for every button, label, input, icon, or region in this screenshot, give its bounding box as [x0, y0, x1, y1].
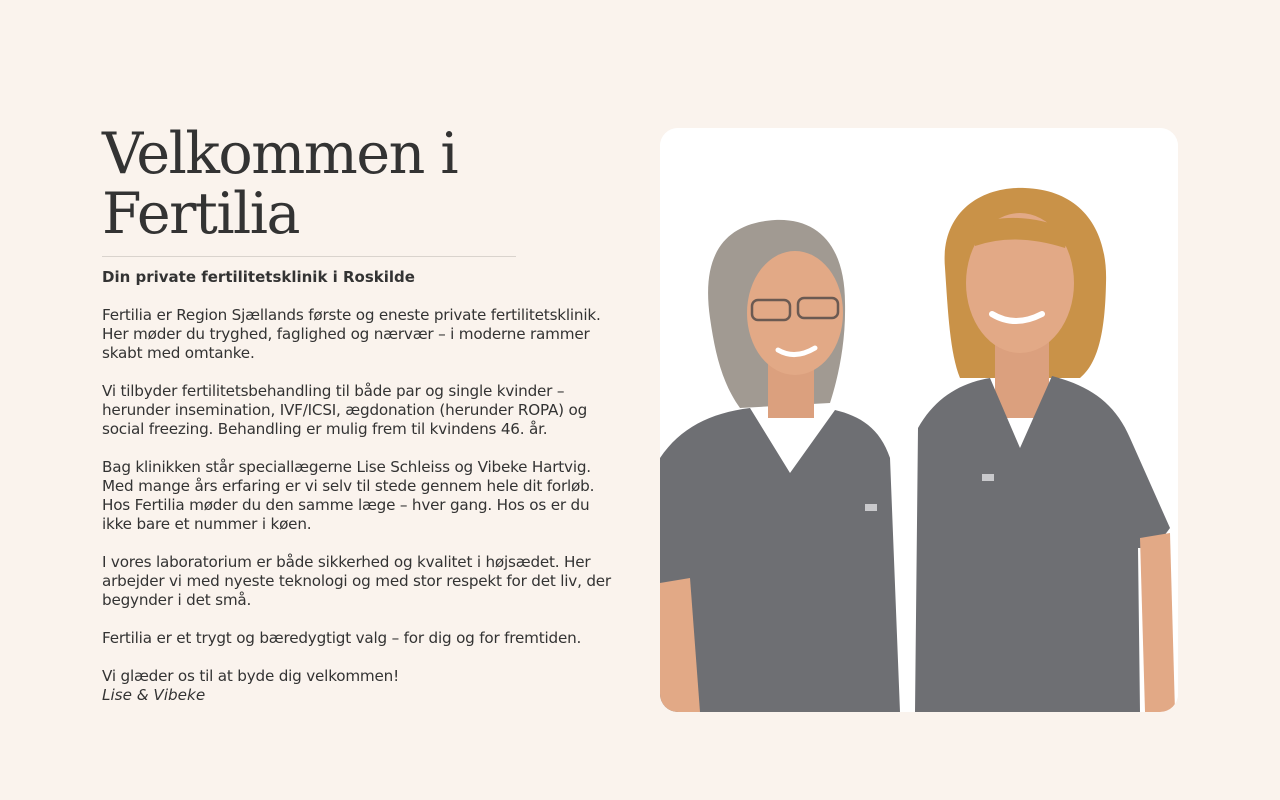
page-title: [102, 120, 622, 247]
page-title-line-1: Velkommen i: [102, 121, 458, 187]
intro-paragraph-1: Fertilia er Region Sjællands første og eneste private fertilitetsklinik. Her møder du tryghed, faglighed og nærvær – i moderne rammer skabt med omtanke.: [102, 306, 601, 362]
title-divider: [102, 256, 516, 257]
intro-paragraph-3: Bag klinikken står speciallægerne Lise Schleiss og Vibeke Hartvig. Med mange års erfaring er vi selv til stede gennem hele dit forløb. Hos Fertilia møder du den samme læge – hver gang. Hos os er du ikke bare et nummer i køen.: [102, 458, 595, 533]
doctors-photo: [660, 128, 1178, 712]
intro-paragraph-2: Vi tilbyder fertilitetsbehandling til både par og single kvinder – herunder insemination, IVF/ICSI, ægdonation (herunder ROPA) og social freezing. Behandling er mulig frem til kvindens 46. år.: [102, 382, 588, 438]
subtitle: Din private fertilitetsklinik i Roskilde: [102, 268, 415, 286]
welcome-section: [102, 120, 622, 705]
intro-paragraph-5: Fertilia er et trygt og bæredygtigt valg – for dig og for fremtiden.: [102, 629, 582, 647]
doctor-left-badge: [865, 504, 877, 511]
doctor-right-badge: [982, 474, 994, 481]
signature: Lise & Vibeke: [102, 686, 206, 704]
doctors-illustration: [660, 128, 1178, 712]
intro-paragraph-4: I vores laboratorium er både sikkerhed og kvalitet i højsædet. Her arbejder vi med nyeste teknologi og med stor respekt for det liv, der begynder i det små.: [102, 553, 611, 609]
doctor-right-arm: [1140, 533, 1175, 712]
closing-line: Vi glæder os til at byde dig velkommen!: [102, 667, 399, 685]
page-title-line-2: Fertilia: [102, 181, 299, 247]
